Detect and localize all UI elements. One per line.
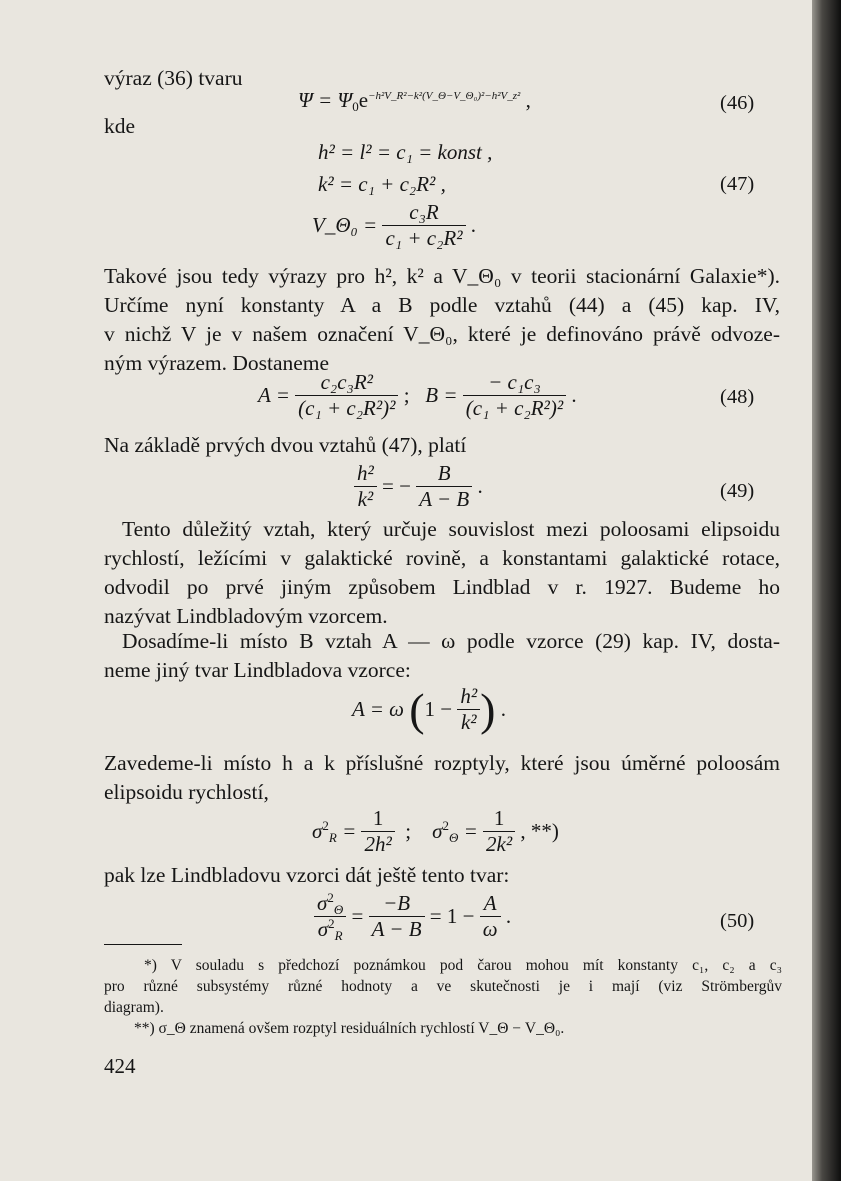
equation-47-line1: h² = l² = c₁ = konst , bbox=[318, 140, 493, 164]
paragraph2: Na základě prvých dvou vztahů (47), platí bbox=[104, 433, 467, 457]
paragraph3-line4: nazývat Lindbladovým vzorcem. bbox=[104, 604, 388, 628]
equation-sigma: $\sigma^2_R$ = $\frac{1}{\text{2h²}}$ ; $\sigma^2_\Theta$ = $\frac{1}{\text{2k²}}$ , **) bbox=[312, 806, 559, 856]
lindblad-numerator: h² bbox=[457, 684, 480, 710]
equation-47-line2: k² = c₁ + c₂R² , bbox=[318, 172, 446, 196]
lindblad-denominator: k² bbox=[460, 710, 477, 734]
paragraph1-line1: Takové jsou tedy výrazy pro h², k² a V_Θ₀ v teorii stacionární Galaxie*). bbox=[104, 264, 780, 288]
paragraph6: pak lze Lindbladovu vzorci dát ještě tento tvar: bbox=[104, 863, 510, 887]
eq46-left: Ψ = Ψ bbox=[298, 88, 353, 112]
footnote1-line3: diagram). bbox=[104, 999, 164, 1016]
equation-48: A = $\frac{\text{c₂c₃R²}}{\text{(c₁ + c₂R²)²}}$ ; B = $\frac{\text{− c₁c₃}}{\text{(c₁ + c₂R²)²}}$ . bbox=[258, 370, 577, 420]
intro-text: výraz (36) tvaru bbox=[104, 66, 243, 90]
eq49-number: (49) bbox=[720, 480, 755, 502]
paragraph4-line1: Dosadíme-li místo B vztah A — ω podle vzorce (29) kap. IV, dosta- bbox=[122, 629, 780, 653]
eq48-a-denominator: (c₁ + c₂R²)² bbox=[298, 396, 396, 420]
paragraph3-line3: odvodil po prvé jiným způsobem Lindblad v r. 1927. Budeme ho bbox=[104, 575, 780, 599]
eq48-b-denominator: (c₁ + c₂R²)² bbox=[465, 396, 564, 420]
paragraph3-line1: Tento důležitý vztah, který určuje souvislost mezi poloosami elipsoidu bbox=[122, 517, 780, 541]
footnote1-line2: pro různé subsystémy různé hodnoty a ve skutečnosti je i mají (viz Strömbergův bbox=[104, 978, 782, 995]
eq50-number: (50) bbox=[720, 910, 755, 932]
footnote2: **) σ_Θ znamená ovšem rozptyl residuálních rychlostí V_Θ − V_Θ₀. bbox=[134, 1020, 565, 1037]
sigma-r-numerator: 1 bbox=[361, 806, 394, 832]
book-spine-shadow bbox=[812, 0, 841, 1181]
eq47-number: (47) bbox=[720, 173, 755, 195]
eq49-left-numerator: h² bbox=[354, 461, 377, 487]
eq47-v-numerator: c₃R bbox=[382, 200, 465, 226]
eq46-exponent: −h²V_R²−k²(V_Θ−V_Θ₀)²−h²V_z² bbox=[368, 90, 521, 102]
paragraph1-line4: ným výrazem. Dostaneme bbox=[104, 351, 330, 375]
equation-50: $\frac{\sigma^2_\Theta}{\sigma^2_R}$ = $\frac{-B}{A - B}$ = 1 − $\frac{A}{\omega}$ . bbox=[314, 891, 511, 942]
eq46-number: (46) bbox=[720, 92, 755, 114]
paragraph1-line2: Určíme nyní konstanty A a B podle vztahů (44) a (45) kap. IV, bbox=[104, 293, 780, 317]
eq49-left-denominator: k² bbox=[357, 487, 374, 511]
sigma-footnote-mark: , **) bbox=[520, 819, 559, 843]
equation-46: $\Psi = \Psi_0e^{-h^2V\_R^2-k^2(V\_\Theta-V\_\Theta_0)^2-h^2V\_z^2}$ , bbox=[298, 88, 531, 114]
footnote-rule bbox=[104, 944, 182, 945]
eq47-v-denominator: c₁ + c₂R² bbox=[385, 226, 463, 250]
equation-49: $\frac{\text{h²}}{\text{k²}}$ = − $\frac{B}{A - B}$ . bbox=[354, 461, 483, 512]
equation-47-line3: V_Θ₀ = $\frac{\text{c₃R}}{\text{c₁ + c₂R²}}$ . bbox=[312, 200, 477, 250]
sigma-t-numerator: 1 bbox=[483, 806, 515, 832]
eq49-right-numerator: B bbox=[416, 461, 472, 487]
sigma-r-denominator: 2h² bbox=[364, 832, 392, 856]
paragraph5-line2: elipsoidu rychlostí, bbox=[104, 780, 269, 804]
sigma-t-denominator: 2k² bbox=[486, 832, 513, 856]
paragraph4-line2: neme jiný tvar Lindbladova vzorce: bbox=[104, 658, 411, 682]
eq48-a-numerator: c₂c₃R² bbox=[295, 370, 398, 396]
eq48-number: (48) bbox=[720, 386, 755, 408]
page-number: 424 bbox=[104, 1054, 136, 1078]
footnote1-line1: *) V souladu s předchozí poznámkou pod čarou mohou mít konstanty c₁, c₂ a c₃ bbox=[144, 957, 782, 974]
eq47-v-left: V_Θ₀ = bbox=[312, 213, 378, 237]
eq49-right-denominator: A − B bbox=[419, 487, 470, 511]
paragraph3-line2: rychlostí, ležícími v galaktické rovině, a konstantami galaktické rotace, bbox=[104, 546, 780, 570]
paragraph1-line3: v nichž V je v našem označení V_Θ₀, které je definováno právě odvoze- bbox=[104, 322, 780, 346]
paragraph5-line1: Zavedeme-li místo h a k příslušné rozptyly, které jsou úměrné poloosám bbox=[104, 751, 780, 775]
eq48-b-numerator: − c₁c₃ bbox=[463, 370, 566, 396]
kde-text: kde bbox=[104, 114, 136, 138]
equation-lindblad: A = ω (1 − $\frac{\text{h²}}{\text{k²}}$ ) . bbox=[352, 684, 506, 735]
